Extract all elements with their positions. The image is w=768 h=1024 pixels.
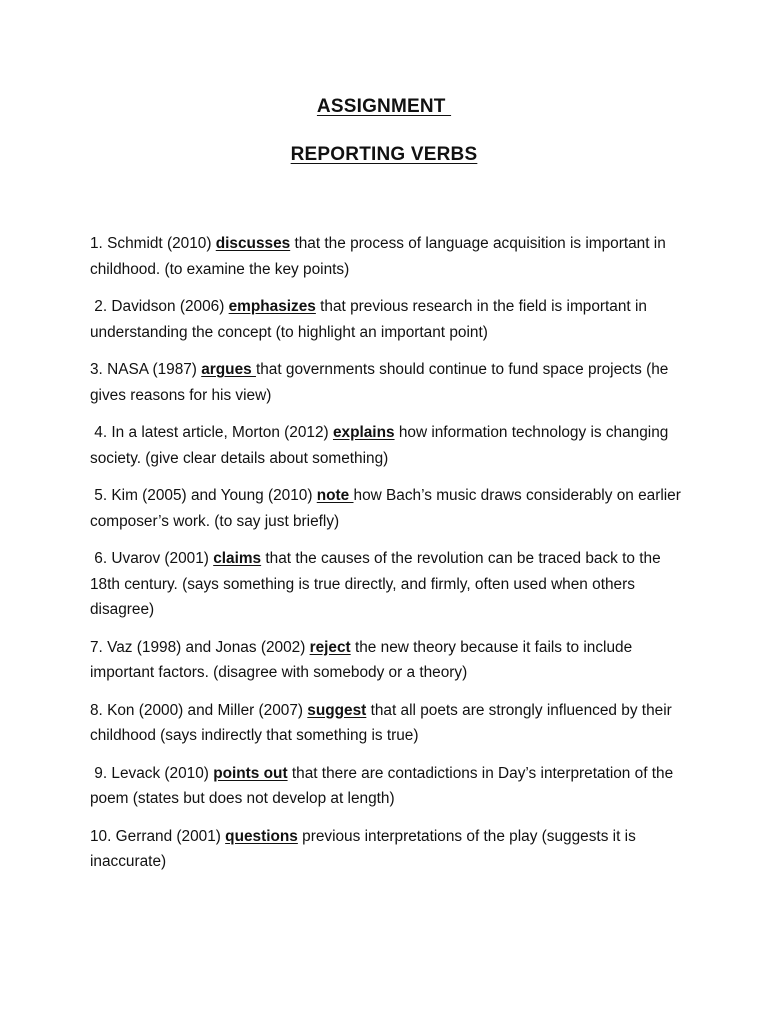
list-item [90, 420, 690, 471]
item-citation: 8. Kon (2000) and Miller (2007) [90, 701, 308, 719]
item-text: how Bach’s music draws considerably on earlier composer’s work. (to say just briefly) [90, 487, 686, 530]
list-item [90, 635, 690, 686]
item-text: that the process of language acquisition is important in childhood. (to examine the key points) [90, 235, 671, 278]
list-item [90, 546, 690, 623]
item-citation: 1. Schmidt (2010) [90, 235, 216, 252]
item-text: that previous research in the field is important in understanding the concept (to highlight an important point) [90, 298, 652, 341]
item-citation: 9. Levack (2010) [90, 764, 214, 782]
list-item [90, 698, 690, 749]
reporting-verb: discusses [215, 235, 291, 252]
list-item [90, 483, 690, 534]
item-text: that there are contadictions in Day’s interpretation of the poem (states but does not develop at length) [90, 764, 678, 807]
list-item [90, 294, 690, 345]
item-citation: 3. NASA (1987) [90, 361, 202, 378]
item-citation: 6. Uvarov (2001) [90, 550, 214, 567]
item-text: that governments should continue to fund space projects (he gives reasons for his view) [90, 361, 673, 404]
item-citation: 2. Davidson (2006) [90, 298, 229, 315]
reporting-verb: note [316, 487, 354, 504]
reporting-verb: reject [309, 638, 351, 656]
item-citation: 4. In a latest article, Morton (2012) [90, 424, 333, 441]
reporting-verb: questions [225, 827, 298, 845]
item-citation: 7. Vaz (1998) and Jonas (2002) [90, 638, 310, 656]
document-heading: ASSIGNMENT [316, 96, 452, 117]
reporting-verbs-list [90, 231, 690, 887]
reporting-verb: claims [213, 550, 262, 567]
item-text: that the causes of the revolution can be traced back to the 18th century. (says something is true directly, and firmly, often used when others disagree) [90, 550, 665, 618]
list-item [90, 357, 690, 408]
item-text: that all poets are strongly influenced by their childhood (says indirectly that something is true) [90, 701, 677, 744]
item-text: previous interpretations of the play (suggests it is inaccurate) [90, 827, 641, 870]
item-text: how information technology is changing society. (give clear details about something) [90, 424, 673, 467]
list-item [90, 761, 690, 812]
reporting-verb: emphasizes [228, 298, 316, 315]
item-text: the new theory because it fails to include important factors. (disagree with somebody or a theory) [90, 638, 637, 681]
reporting-verb: explains [332, 424, 395, 441]
item-citation: 5. Kim (2005) and Young (2010) [90, 487, 317, 504]
list-item [90, 824, 690, 875]
document-subheading: REPORTING VERBS [290, 144, 478, 165]
reporting-verb: points out [213, 764, 288, 782]
list-item [90, 231, 690, 282]
reporting-verb: argues [201, 361, 256, 378]
reporting-verb: suggest [307, 701, 367, 719]
item-citation: 10. Gerrand (2001) [90, 827, 226, 845]
